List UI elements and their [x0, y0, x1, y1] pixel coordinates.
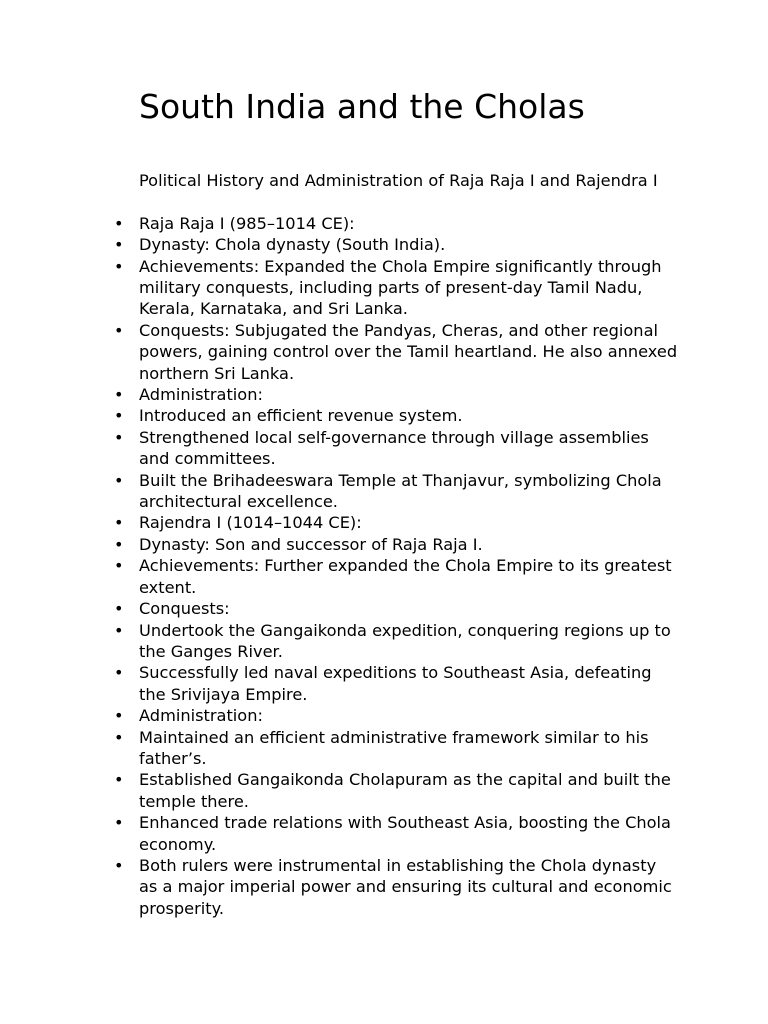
list-item: • Rajendra I (1014–1044 CE):	[139, 512, 679, 533]
list-item: • Built the Brihadeeswara Temple at Thanjavur, symbolizing Chola architectural excellence.	[139, 470, 679, 513]
list-item: • Introduced an efficient revenue system.	[139, 405, 679, 426]
list-item: • Both rulers were instrumental in establishing the Chola dynasty as a major imperial power and ensuring its cultural and economic prosperity.	[139, 855, 679, 919]
bullet-list	[139, 213, 679, 919]
document-intro: Political History and Administration of Raja Raja I and Rajendra I	[139, 171, 658, 190]
list-item: • Successfully led naval expeditions to Southeast Asia, defeating the Srivijaya Empire.	[139, 662, 679, 705]
list-item: • Administration:	[139, 384, 679, 405]
list-item: • Established Gangaikonda Cholapuram as the capital and built the temple there.	[139, 769, 679, 812]
list-item: • Conquests: Subjugated the Pandyas, Cheras, and other regional powers, gaining control over the Tamil heartland. He also annexed northern Sri Lanka.	[139, 320, 679, 384]
list-item: • Raja Raja I (985–1014 CE):	[139, 213, 679, 234]
list-item: • Strengthened local self-governance through village assemblies and committees.	[139, 427, 679, 470]
list-item: • Dynasty: Chola dynasty (South India).	[139, 234, 679, 255]
list-item: • Achievements: Expanded the Chola Empire significantly through military conquests, including parts of present-day Tamil Nadu, Kerala, Karnataka, and Sri Lanka.	[139, 256, 679, 320]
document-title: South India and the Cholas	[139, 87, 585, 126]
list-item: • Dynasty: Son and successor of Raja Raja I.	[139, 534, 679, 555]
list-item: • Maintained an efficient administrative framework similar to his father’s.	[139, 727, 679, 770]
list-item: • Achievements: Further expanded the Chola Empire to its greatest extent.	[139, 555, 679, 598]
list-item: • Administration:	[139, 705, 679, 726]
list-item: • Enhanced trade relations with Southeast Asia, boosting the Chola economy.	[139, 812, 679, 855]
list-item: • Conquests:	[139, 598, 679, 619]
list-item: • Undertook the Gangaikonda expedition, conquering regions up to the Ganges River.	[139, 620, 679, 663]
